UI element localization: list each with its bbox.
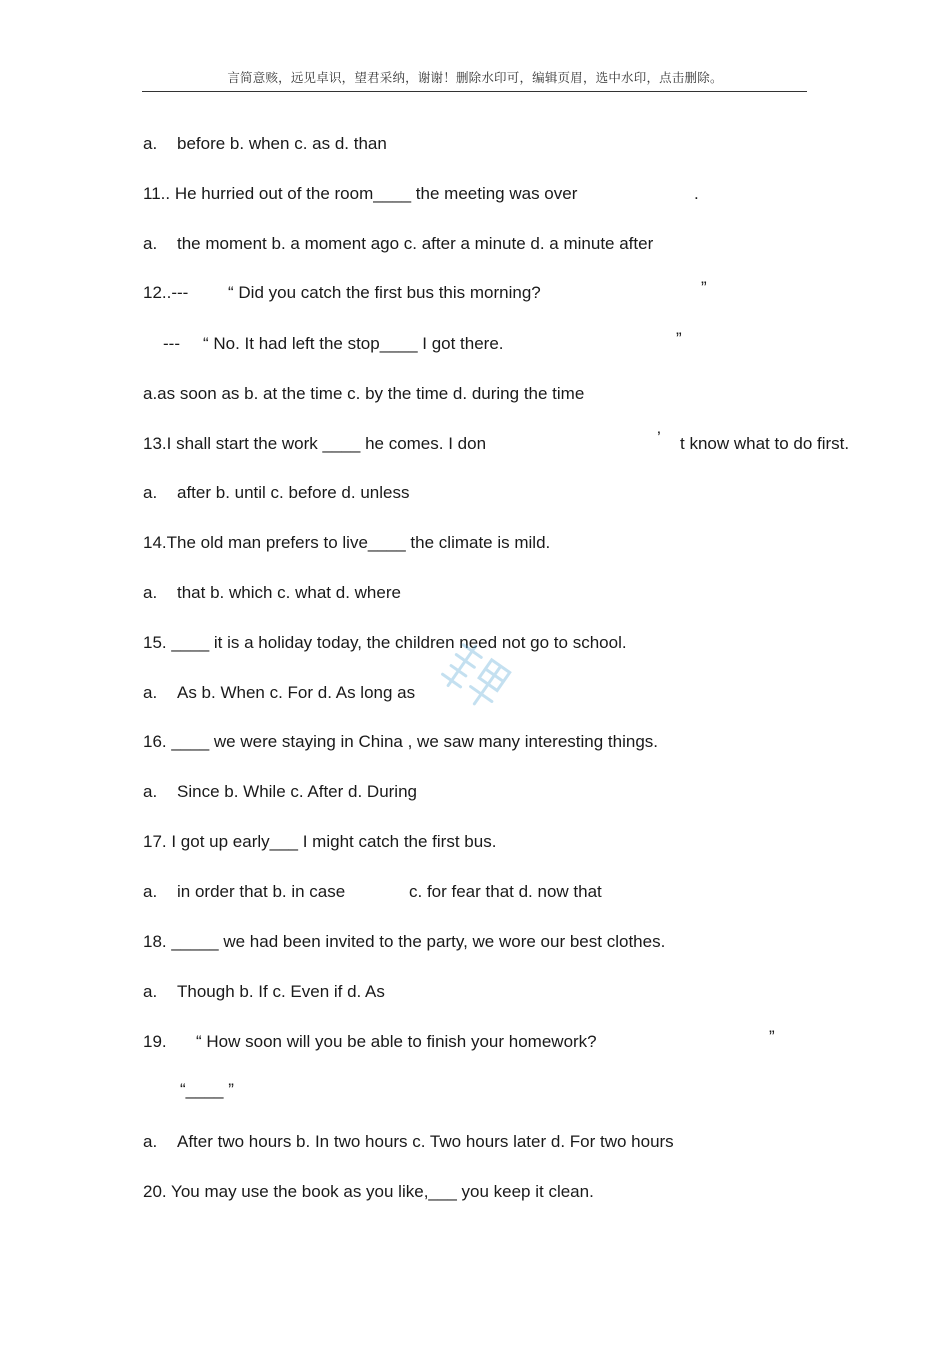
question-12-reply-dash: --- <box>163 334 180 353</box>
option-text-a: in order that b. in case <box>177 882 346 901</box>
question-11: 11.. He hurried out of the room____ the meeting was over <box>143 184 578 203</box>
question-11-period: . <box>694 184 699 203</box>
option-text: the moment b. a moment ago c. after a minute d. a minute after <box>177 234 654 253</box>
question-13-apostrophe: ’ <box>657 428 661 447</box>
option-text: Though b. If c. Even if d. As <box>177 982 385 1001</box>
question-13-tail: t know what to do first. <box>680 434 850 453</box>
question-19-reply: “____ ” <box>180 1080 234 1099</box>
option-label: a. <box>143 234 158 253</box>
question-19-close-quote: ” <box>769 1027 775 1046</box>
question-15: 15. ____ it is a holiday today, the children need not go to school. <box>143 633 627 652</box>
option-line-q15 <box>143 683 415 703</box>
question-13-text: 13.I shall start the work ____ he comes. I don <box>143 434 487 453</box>
option-text: that b. which c. what d. where <box>177 583 401 602</box>
option-line-q12: a.as soon as b. at the time c. by the time d. during the time <box>143 384 585 403</box>
header-note: 言简意赅，远见卓识，望君采纳，谢谢！删除水印可，编辑页眉，选中水印，点击删除。 <box>227 70 723 85</box>
option-line-q10 <box>143 134 387 154</box>
question-12-reply-close-quote: ” <box>676 329 682 348</box>
option-label: a. <box>143 683 158 702</box>
option-line-q13 <box>143 483 409 503</box>
option-label: a. <box>143 1132 158 1151</box>
option-label: a. <box>143 483 158 502</box>
question-20: 20. You may use the book as you like,___ you keep it clean. <box>143 1182 594 1201</box>
option-label: a. <box>143 982 158 1001</box>
option-line-q16 <box>143 782 417 802</box>
option-line-q19 <box>143 1132 674 1152</box>
option-line-q18 <box>143 982 385 1002</box>
option-text: Since b. While c. After d. During <box>177 782 417 801</box>
question-14: 14.The old man prefers to live____ the climate is mild. <box>143 533 551 552</box>
option-text-b: c. for fear that d. now that <box>409 882 602 901</box>
option-text: After two hours b. In two hours c. Two hours later d. For two hours <box>177 1132 674 1151</box>
question-19-text: “ How soon will you be able to finish your homework? <box>196 1032 597 1051</box>
option-text: As b. When c. For d. As long as <box>177 683 416 702</box>
option-label: a. <box>143 583 158 602</box>
option-text: before b. when c. as d. than <box>177 134 387 153</box>
question-17: 17. I got up early___ I might catch the first bus. <box>143 832 497 851</box>
option-label: a. <box>143 782 158 801</box>
question-12-reply-text: “ No. It had left the stop____ I got there. <box>203 334 504 353</box>
option-line-q11 <box>143 234 653 254</box>
question-18: 18. _____ we had been invited to the party, we wore our best clothes. <box>143 932 666 951</box>
question-19-number: 19. <box>143 1032 167 1051</box>
question-12-number: 12..--- <box>143 283 189 302</box>
option-label: a. <box>143 882 158 901</box>
option-text: after b. until c. before d. unless <box>177 483 410 502</box>
header-rule <box>142 91 807 92</box>
option-line-q17 <box>143 882 345 902</box>
question-12-close-quote: ” <box>701 278 707 297</box>
question-12-text: “ Did you catch the first bus this morning? <box>228 283 541 302</box>
option-line-q14 <box>143 583 401 603</box>
question-16: 16. ____ we were staying in China , we saw many interesting things. <box>143 732 658 751</box>
option-label: a. <box>143 134 158 153</box>
